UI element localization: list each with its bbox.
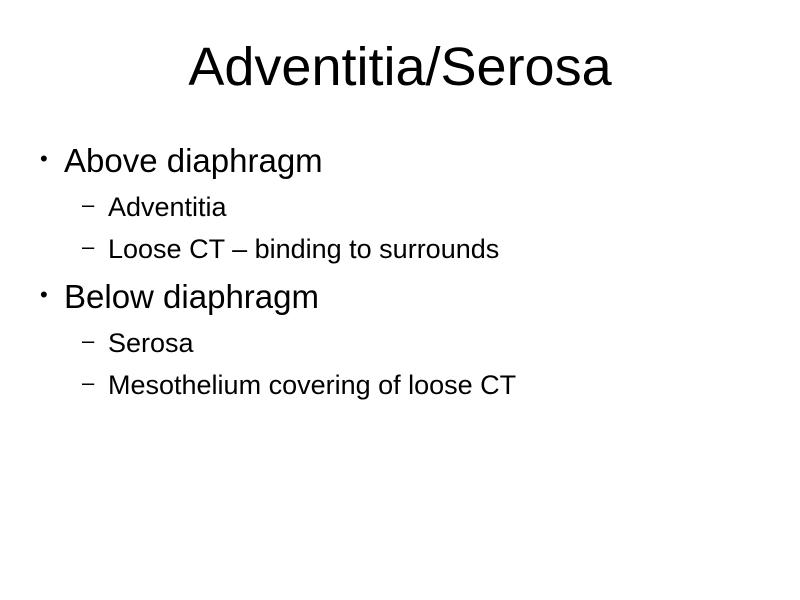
bullet-dash-icon: – (82, 234, 95, 260)
bullet-dot-icon: • (40, 281, 48, 307)
bullet-dot-icon: • (40, 146, 48, 171)
bullet-group (34, 278, 774, 402)
slide-body (34, 136, 774, 413)
bullet-group (34, 142, 774, 266)
list-item-label: Below diaphragm (64, 277, 319, 315)
bullet-dash-icon: – (82, 370, 95, 396)
list-item (34, 278, 774, 317)
list-item-label: Mesothelium covering of loose CT (108, 370, 517, 401)
list-item (34, 191, 774, 223)
bullet-dash-icon: – (82, 191, 95, 217)
list-item (34, 142, 774, 181)
list-item (34, 233, 774, 265)
list-item-label: Above diaphragm (64, 142, 323, 179)
list-item-label: Loose CT – binding to surrounds (108, 234, 500, 265)
list-item-label: Serosa (108, 327, 194, 358)
list-item (34, 369, 774, 401)
list-item-label: Adventitia (108, 191, 227, 222)
bullet-dash-icon: – (82, 327, 95, 353)
page-title: Adventitia/Serosa (188, 37, 612, 97)
list-item (34, 327, 774, 359)
